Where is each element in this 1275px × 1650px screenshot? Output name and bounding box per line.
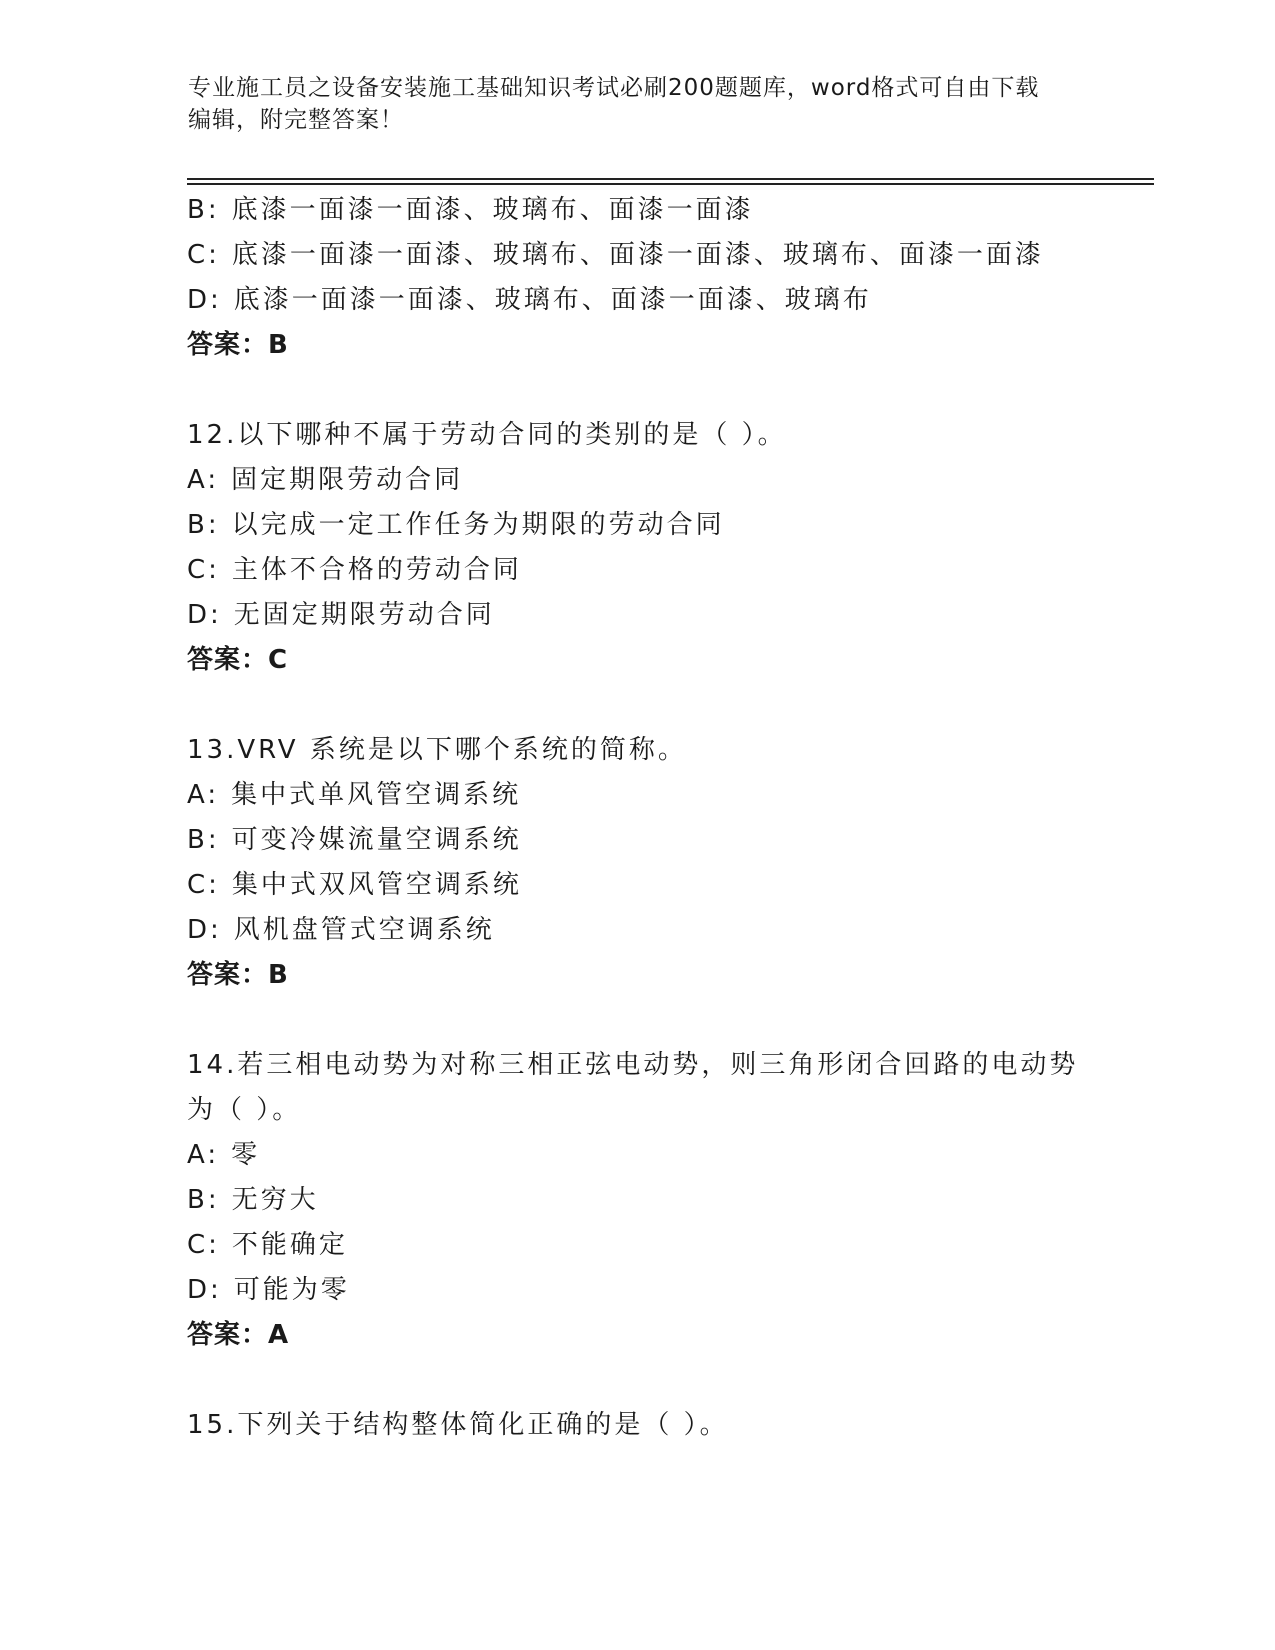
option-b: B: 底漆一面漆一面漆、玻璃布、面漆一面漆 bbox=[187, 195, 754, 225]
option-b: B: 可变冷媒流量空调系统 bbox=[187, 825, 522, 855]
question-12: 12.以下哪种不属于劳动合同的类别的是（ ）。 bbox=[187, 420, 787, 450]
option-a: A: 零 bbox=[187, 1140, 261, 1170]
answer: 答案：B bbox=[187, 960, 289, 990]
question-14-line-2: 为（ ）。 bbox=[187, 1095, 302, 1125]
header-divider-bottom bbox=[187, 183, 1154, 185]
question-13: 13.VRV 系统是以下哪个系统的简称。 bbox=[187, 735, 687, 765]
option-c: C: 不能确定 bbox=[187, 1230, 348, 1260]
page-header bbox=[188, 72, 1088, 136]
option-c: C: 底漆一面漆一面漆、玻璃布、面漆一面漆、玻璃布、面漆一面漆 bbox=[187, 240, 1044, 270]
question-15: 15.下列关于结构整体简化正确的是（ ）。 bbox=[187, 1410, 729, 1440]
option-b: B: 无穷大 bbox=[187, 1185, 319, 1215]
answer: 答案：C bbox=[187, 645, 289, 675]
option-a: A: 集中式单风管空调系统 bbox=[187, 780, 522, 810]
option-d: D: 底漆一面漆一面漆、玻璃布、面漆一面漆、玻璃布 bbox=[187, 285, 872, 315]
answer: 答案：A bbox=[187, 1320, 290, 1350]
option-a: A: 固定期限劳动合同 bbox=[187, 465, 464, 495]
option-c: C: 主体不合格的劳动合同 bbox=[187, 555, 522, 585]
option-d: D: 风机盘管式空调系统 bbox=[187, 915, 495, 945]
question-14-line-1: 14.若三相电动势为对称三相正弦电动势，则三角形闭合回路的电动势 bbox=[187, 1050, 1079, 1080]
header-title-line-1: 专业施工员之设备安装施工基础知识考试必刷200题题库，word格式可自由下载 bbox=[188, 75, 1040, 101]
answer: 答案：B bbox=[187, 330, 289, 360]
option-d: D: 无固定期限劳动合同 bbox=[187, 600, 495, 630]
header-divider-top bbox=[187, 178, 1154, 180]
option-c: C: 集中式双风管空调系统 bbox=[187, 870, 522, 900]
option-d: D: 可能为零 bbox=[187, 1275, 350, 1305]
header-title-line-2: 编辑，附完整答案！ bbox=[188, 107, 404, 133]
option-b: B: 以完成一定工作任务为期限的劳动合同 bbox=[187, 510, 725, 540]
